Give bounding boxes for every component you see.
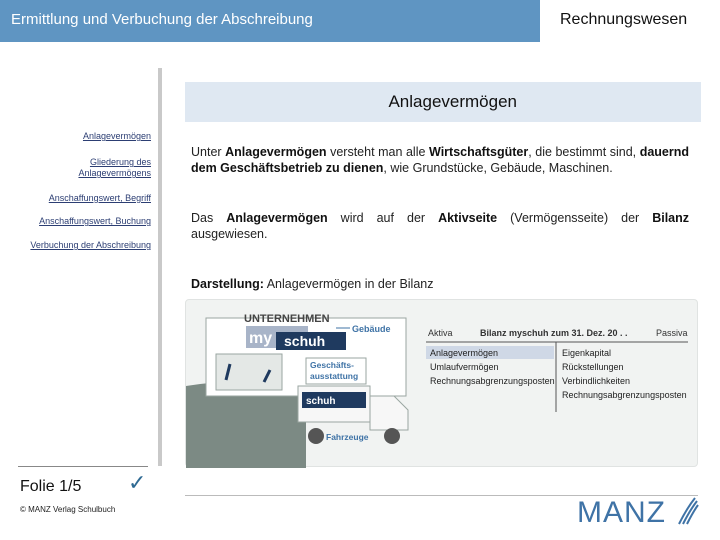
sidebar-item-anschaffungswert-buchung[interactable]: Anschaffungswert, Buchung xyxy=(39,216,151,226)
passiva-row-3: Rechnungsabgrenzungsposten xyxy=(562,390,687,400)
paragraph-definition: Unter Anlagevermögen versteht man alle Wirtschaftsgüter, die bestimmt sind, dauernd dem Geschäftsbetrieb zu dienen, wie Grundstücke, Gebäude, Maschinen. xyxy=(191,145,689,175)
sidebar-item-anschaffungswert-begriff[interactable]: Anschaffungswert, Begriff xyxy=(48,193,151,203)
paragraph-darstellung: Darstellung: Anlagevermögen in der Bilanz xyxy=(191,277,434,291)
sidebar-item-gliederung-1[interactable]: Gliederung des xyxy=(89,157,151,167)
shop-window xyxy=(216,354,282,390)
passiva-row-2: Verbindlichkeiten xyxy=(562,376,631,386)
label-geschaeft-1: Geschäfts- xyxy=(310,360,354,370)
aktiva-row-2: Rechnungsabgrenzungsposten xyxy=(430,376,555,386)
sidebar-item-verbuchung-abschreibung[interactable]: Verbuchung der Abschreibung xyxy=(30,240,151,250)
truck-wheel-front xyxy=(384,428,400,444)
balance-sheet-illustration xyxy=(185,299,698,467)
checkmark-icon: ✓ xyxy=(128,470,147,495)
aktiva-row-1: Umlaufvermögen xyxy=(430,362,499,372)
aktiva-row-0: Anlagevermögen xyxy=(430,348,499,358)
truck-wheel-back xyxy=(308,428,324,444)
sidebar-item-gliederung-2[interactable]: Anlagevermögens xyxy=(78,168,151,178)
logo-my: my xyxy=(249,330,273,347)
label-fahrzeuge: Fahrzeuge xyxy=(326,432,369,442)
slide-number: Folie 1/5 xyxy=(20,478,82,495)
sidebar-divider xyxy=(158,68,162,466)
manz-logo-text: MANZ xyxy=(577,496,666,526)
label-geschaeft-2: ausstattung xyxy=(310,371,359,381)
bilanz-title: Bilanz myschuh zum 31. Dez. 20 . . xyxy=(480,328,628,338)
footer-divider xyxy=(18,466,148,467)
illustration-graphic xyxy=(186,300,699,468)
truck-logo: schuh xyxy=(306,396,336,407)
manz-logo xyxy=(575,494,700,531)
sidebar-item-anlagevermoegen[interactable]: Anlagevermögen xyxy=(82,131,151,141)
label-company: UNTERNEHMEN xyxy=(244,313,330,325)
logo-schuh: schuh xyxy=(284,333,326,349)
manz-logo-icon xyxy=(575,494,700,526)
passiva-row-1: Rückstellungen xyxy=(562,362,624,372)
passiva-row-0: Eigenkapital xyxy=(562,348,612,358)
paragraph-aktivseite: Das Anlagevermögen wird auf der Aktivseite (Vermögensseite) der Bilanz ausgewiesen. xyxy=(191,211,690,241)
bilanz-aktiva: Aktiva xyxy=(428,328,453,338)
copyright-text: © MANZ Verlag Schulbuch xyxy=(20,505,116,514)
bilanz-passiva: Passiva xyxy=(656,328,688,338)
truck-cabin xyxy=(370,396,408,430)
header-subject: Rechnungswesen xyxy=(560,11,688,28)
header-title: Ermittlung und Verbuchung der Abschreibung xyxy=(11,11,313,28)
label-gebaeude: Gebäude xyxy=(352,324,391,334)
title-banner xyxy=(185,82,701,122)
page-title: Anlagevermögen xyxy=(388,92,517,111)
